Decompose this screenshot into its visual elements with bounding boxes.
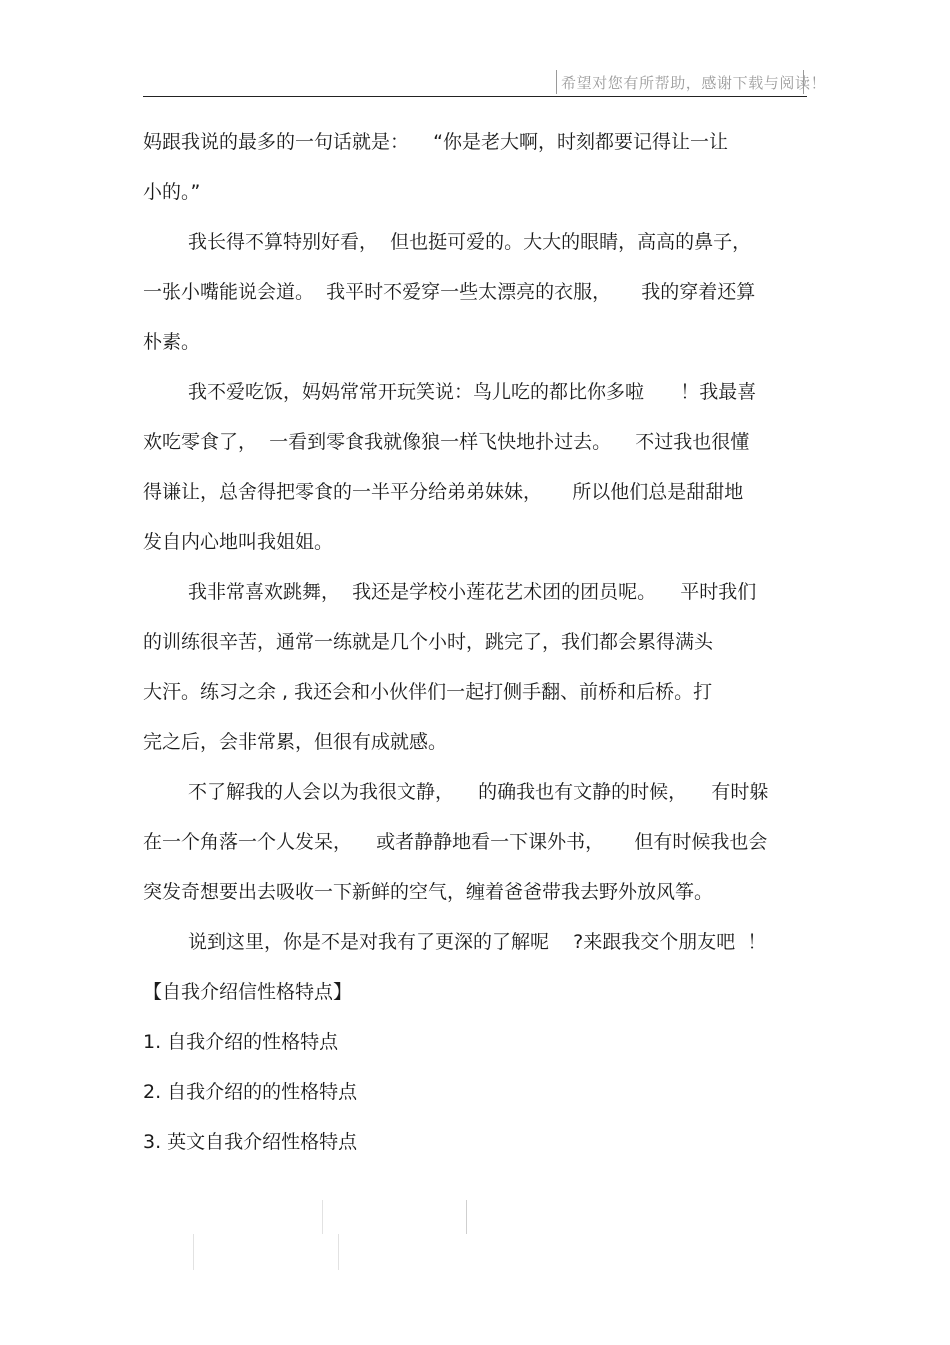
body-line: 完之后，会非常累，但很有成就感。 xyxy=(143,731,448,753)
paragraph-start-line: 我长得不算特别好看， 但也挺可爱的。大大的眼睛，高高的鼻子， xyxy=(188,231,752,253)
body-line: 小的。” xyxy=(143,181,201,203)
paragraph-start-line: 不了解我的人会以为我很文静， 的确我也有文静的时候， 有时躲 xyxy=(188,781,769,803)
body-line: 在一个角落一个人发呆， 或者静静地看一下课外书， 但有时候我也会 xyxy=(143,831,768,853)
body-line: 大汗。练习之余 , 我还会和小伙伴们一起打侧手翻、前桥和后桥。打 xyxy=(143,681,713,703)
paragraph-start-line: 我非常喜欢跳舞， 我还是学校小莲花艺术团的团员呢。 平时我们 xyxy=(188,581,757,603)
scan-artifact-line xyxy=(322,1200,323,1234)
body-line: 一张小嘴能说会道。 我平时不爱穿一些太漂亮的衣服， 我的穿着还算 xyxy=(143,281,756,303)
scan-artifact-line xyxy=(338,1234,339,1270)
section-heading: 【自我介绍信性格特点】 xyxy=(143,981,353,1003)
body-line: 妈跟我说的最多的一句话就是： “你是老大啊，时刻都要记得让一让 xyxy=(143,131,729,153)
list-item: 2. 自我介绍的的性格特点 xyxy=(143,1081,358,1103)
body-line: 的训练很辛苦，通常一练就是几个小时，跳完了，我们都会累得满头 xyxy=(143,631,714,653)
document-body xyxy=(143,117,807,1167)
list-item: 3. 英文自我介绍性格特点 xyxy=(143,1131,358,1153)
header-banner-text: 希望对您有所帮助，感谢下载与阅读！ xyxy=(561,74,827,92)
body-line: 欢吃零食了， 一看到零食我就像狼一样飞快地扑过去。 不过我也很懂 xyxy=(143,431,750,453)
header-divider xyxy=(143,96,807,97)
list-item: 1. 自我介绍的性格特点 xyxy=(143,1031,339,1053)
scan-artifact-line xyxy=(466,1200,467,1234)
scan-artifact-line xyxy=(193,1234,194,1270)
body-line: 突发奇想要出去吸收一下新鲜的空气，缠着爸爸带我去野外放风筝。 xyxy=(143,881,714,903)
body-line: 发自内心地叫我姐姐。 xyxy=(143,531,334,553)
body-line: 朴素。 xyxy=(143,331,201,353)
paragraph-start-line: 我不爱吃饭，妈妈常常开玩笑说：鸟儿吃的都比你多啦 ！我最喜 xyxy=(188,381,757,403)
paragraph-start-line: 说到这里，你是不是对我有了更深的了解呢 ?来跟我交个朋友吧 ！ xyxy=(188,931,767,953)
body-line: 得谦让，总舍得把零食的一半平分给弟弟妹妹， 所以他们总是甜甜地 xyxy=(143,481,744,503)
